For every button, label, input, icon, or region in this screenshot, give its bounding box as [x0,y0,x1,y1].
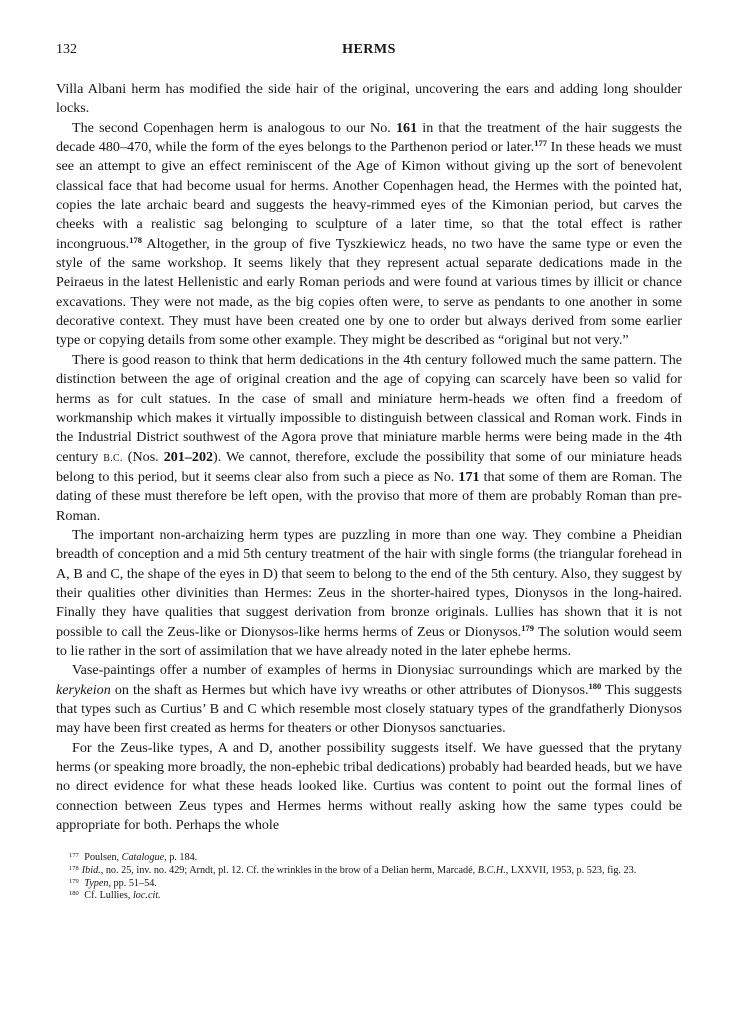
paragraph-4 [56,526,682,661]
footnote-177 [56,852,682,865]
era-abbreviation: B.C. [103,452,123,464]
page-header [56,42,682,64]
italic-term: kerykeion [56,681,111,698]
italic-title: Typen [84,877,109,889]
text-run: There is good reason to think that herm dedications in the 4th century followed much the same pattern. The distinction between the age of original creation and the age of copying can scarcely have been so valid for herms as for cult statues. In the case of small and miniature herm-heads we often find a freedom of workmanship which makes it virtually impossible to distinguish between classical and Roman work. Finds in the Industrial District southwest of the Agora prove that miniature marble herms were being made in the 4th century [56,351,682,465]
footnote-ref-179[interactable]: 179 [521,622,535,633]
footnote-number: 179 [69,877,79,885]
footnote-ref-177[interactable]: 177 [534,138,547,149]
text-run: Cf. Lullies, [81,890,133,902]
footnote-number: 180 [69,890,79,898]
footnote-178 [56,865,682,878]
body-text [56,80,682,835]
footnote-number: 177 [69,852,79,860]
text-run: (Nos. [122,448,164,465]
text-run: , pp. 51–54. [108,877,157,889]
text-run: The second Copenhagen herm is analogous to our No. [72,119,396,136]
paragraph-5 [56,661,682,738]
text-run: In these heads we must see an attempt to give an effect reminiscent of the Age of Kimon without giving up the sort of benevolent classical face that had become usual for herms. Another Copenhagen head, the Hermes with the pointed hat, copies the late archaic beard and suggests the heavy-rimmed eyes of the Kimonian period, but carves the cheeks with a realistic sag belonging to sculpture of a later time, so that the total effect is rather incongruous. [56,139,682,252]
paragraph-6: For the Zeus-like types, A and D, another possibility suggests itself. We have guessed that the prytany herms (or speaking more broadly, the non-ephebic tribal dedications) probably had bearded heads, but we have no direct evidence for what these heads looked like. Curtius was content to point out the formal lines of connection between Zeus types and Hermes herms without really asking how the same types could be appropriate for both. Perhaps the whole [56,739,682,834]
italic-journal: B.C.H. [477,865,506,876]
catalogue-number: 161 [395,119,418,136]
text-run: in that the treatment of the hair suggests the decade 480–470, while the form of the eyes belongs to the Parthenon period or later. [56,119,682,156]
text-run: , LXXVII, 1953, p. 523, fig. 23. [505,865,637,876]
footnote-number: 178 [69,865,79,872]
italic-title: Catalogue [121,852,165,864]
page [56,42,682,903]
footnotes [56,852,682,902]
text-run: The solution would seem to lie rather in the sort of assimilation that we have already noted in the later ephebe herms. [56,623,682,659]
text-run: This suggests that types such as Curtius’ B and C which resemble most closely statuary types of the grandfatherly Dionysos may have been first created as herms for theaters or other Dionysos sanctuaries. [56,681,682,737]
footnote-ref-178[interactable]: 178 [129,234,142,245]
text-run: Poulsen, [81,852,122,864]
text-run: , p. 184. [164,852,198,864]
footnote-179 [56,878,682,891]
text-run: The important non-archaizing herm types are puzzling in more than one way. They combine a Pheidian breadth of conception and a mid 5th century treatment of the hair with single forms (the triangular forehead in A, B and C, the shape of the eyes in D) that seem to belong to the end of the 5th century. Also, they suggest by their qualities other divinities than Hermes: Zeus in the shorter-haired types, Dionysos in the long-haired. Finally they have qualities that suggest derivation from bronze originals. Lullies has shown that it is not possible to call the Zeus-like or Dionysos-like herms herms of Zeus or Dionysos. [56,526,682,640]
text-run: that some of them are Roman. The dating of these must therefore be left open, with the proviso that more of them are probably Roman than pre-Roman. [56,468,682,524]
catalogue-number: 171 [458,468,480,485]
running-title: HERMS [342,42,396,57]
catalogue-number: 201–202 [163,448,214,465]
text-run: on the shaft as Hermes but which have ivy wreaths or other attributes of Dionysos. [110,681,589,698]
footnote-180 [56,890,682,903]
text-run: , no. 25, inv. no. 429; Arndt, pl. 12. Cf. the wrinkles in the brow of a Delian herm, Marcadé, [100,865,478,876]
text-run: Vase-paintings offer a number of examples of herms in Dionysiac surroundings which are marked by the [72,662,682,679]
paragraph-1: Villa Albani herm has modified the side hair of the original, uncovering the ears and adding long shoulder locks. [56,81,682,117]
italic-ibid: Ibid. [81,865,101,876]
italic-loc-cit: loc.cit. [132,890,161,902]
text-run: ). We cannot, therefore, exclude the possibility that some of our miniature heads belong to this period, but it seems clear also from such a piece as No. [56,448,682,485]
paragraph-2 [56,119,682,351]
text-run: Altogether, in the group of five Tyszkiewicz heads, no two have the same type or even the style of the same workshop. It seems likely that they represent actual separate dedications made in the Peiraeus in the latest Hellenistic and early Roman periods and were found at various times by illicit or chance excavations. They were not made, as the big copies often were, to serve as pendants to one another in some decorative context. They must have been created one by one to order but always derived from some earlier type or copying details from some other example. They might be described as “original but not very.” [56,235,682,349]
page-number: 132 [56,42,77,57]
footnote-ref-180[interactable]: 180 [588,680,602,691]
paragraph-3 [56,351,682,526]
